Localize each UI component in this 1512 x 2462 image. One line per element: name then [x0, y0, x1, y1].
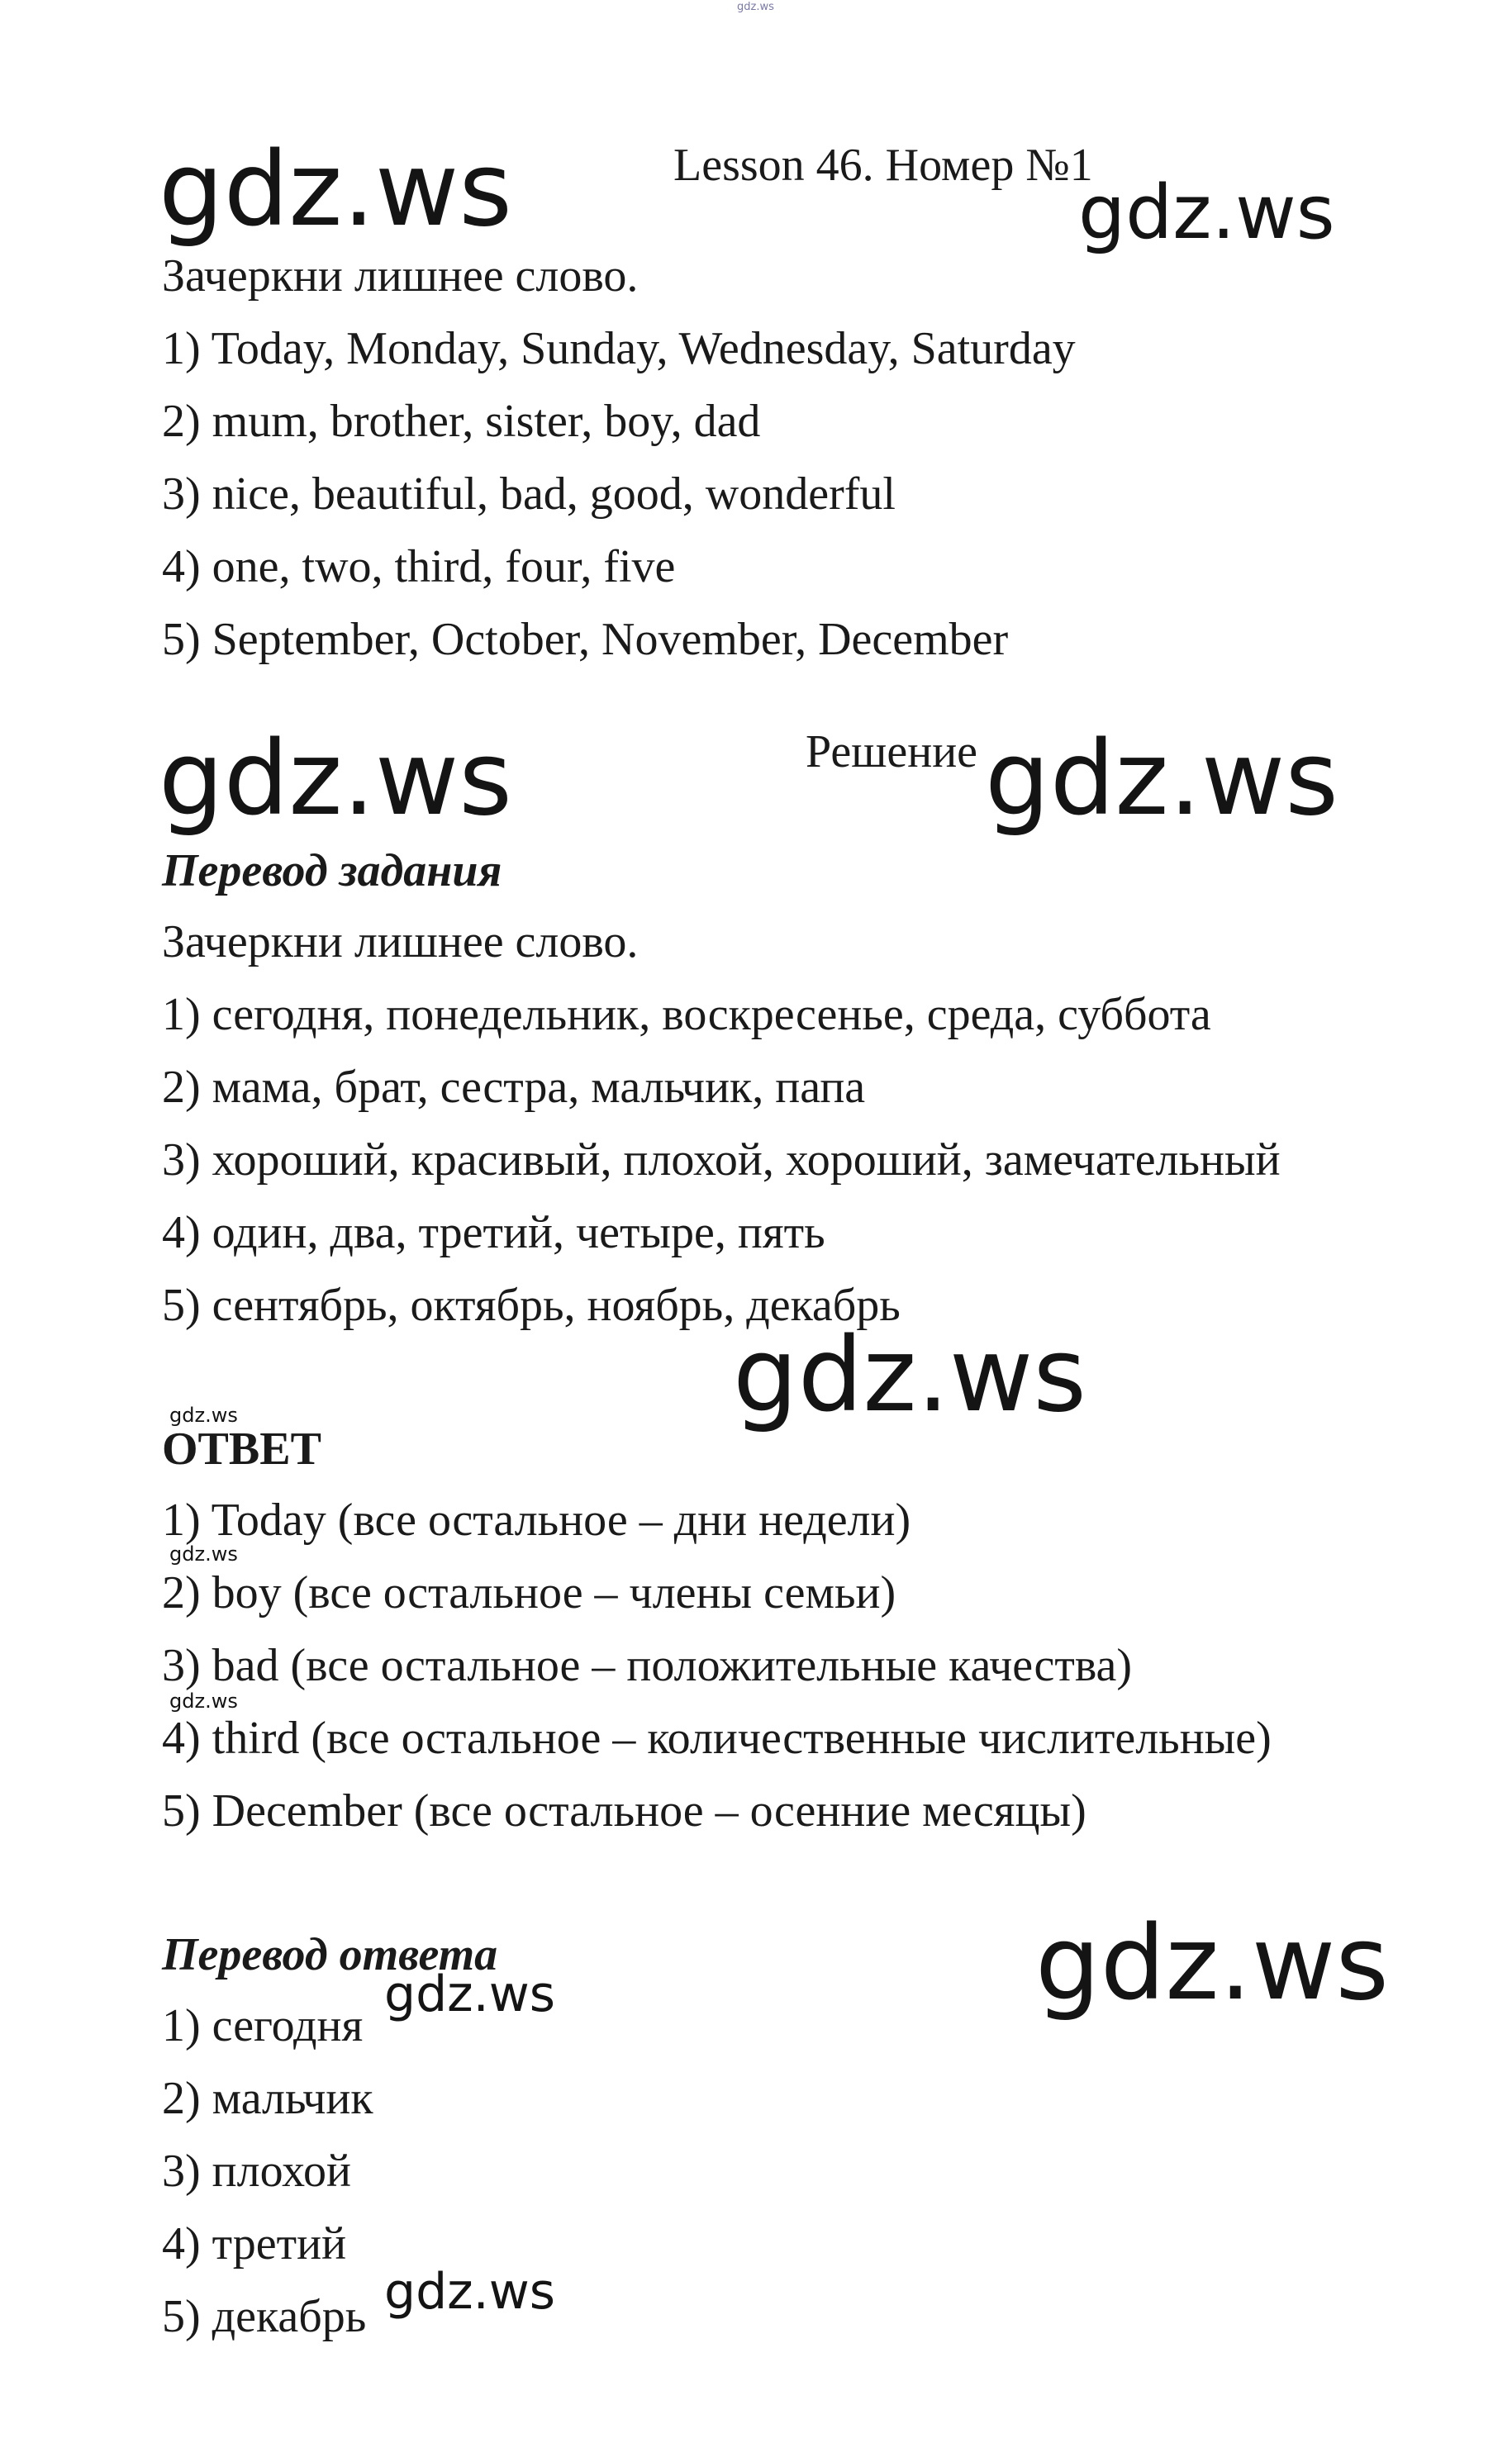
task-item-3: 3) nice, beautiful, bad, good, wonderful: [162, 468, 896, 520]
answer-item-1: 1) Today (все остальное – дни недели): [162, 1495, 911, 1546]
translation-item-2: 2) мама, брат, сестра, мальчик, папа: [162, 1062, 866, 1113]
watermark-small-3: gdz.ws: [169, 1690, 238, 1713]
translation-heading: Перевод задания: [162, 845, 502, 896]
answer-translation-item-5: 5) декабрь: [162, 2291, 367, 2342]
watermark-large-5: gdz.ws: [1035, 1904, 1389, 2023]
task-item-2: 2) mum, brother, sister, boy, dad: [162, 396, 761, 447]
watermark-large-4: gdz.ws: [733, 1316, 1086, 1435]
answer-translation-item-4: 4) третий: [162, 2218, 347, 2270]
translation-instruction: Зачеркни лишнее слово.: [162, 916, 639, 967]
translation-item-4: 4) один, два, третий, четыре, пять: [162, 1207, 825, 1258]
solution-heading: Решение: [806, 726, 978, 777]
answer-item-3: 3) bad (все остальное – положительные качества): [162, 1640, 1133, 1691]
watermark-large-3: gdz.ws: [985, 720, 1338, 839]
answer-translation-heading: Перевод ответа: [162, 1929, 498, 1980]
answer-item-4: 4) third (все остальное – количественные числительные): [162, 1713, 1272, 1764]
task-item-5: 5) September, October, November, December: [162, 614, 1009, 665]
translation-item-5: 5) сентябрь, октябрь, ноябрь, декабрь: [162, 1280, 901, 1331]
watermark-top: gdz.ws: [737, 1, 774, 13]
watermark-small-2: gdz.ws: [169, 1542, 238, 1566]
task-item-4: 4) one, two, third, four, five: [162, 541, 676, 592]
task-instruction: Зачеркни лишнее слово.: [162, 250, 639, 302]
watermark-large-2: gdz.ws: [159, 720, 512, 839]
answer-heading: ОТВЕТ: [162, 1423, 321, 1475]
answer-translation-item-1: 1) сегодня: [162, 2000, 364, 2051]
watermark-medium-3: gdz.ws: [384, 2263, 556, 2321]
watermark-large-1: gdz.ws: [159, 131, 512, 250]
answer-translation-item-2: 2) мальчик: [162, 2073, 373, 2124]
watermark-medium-1: gdz.ws: [1078, 169, 1335, 256]
answer-translation-item-3: 3) плохой: [162, 2146, 352, 2197]
watermark-small-1: gdz.ws: [169, 1404, 238, 1427]
translation-item-3: 3) хороший, красивый, плохой, хороший, замечательный: [162, 1134, 1281, 1186]
lesson-title: Lesson 46. Номер №1: [673, 140, 1093, 191]
answer-item-5: 5) December (все остальное – осенние месяцы): [162, 1785, 1086, 1837]
answer-item-2: 2) boy (все остальное – члены семьи): [162, 1567, 896, 1618]
watermark-medium-2: gdz.ws: [384, 1965, 556, 2023]
task-item-1: 1) Today, Monday, Sunday, Wednesday, Saturday: [162, 323, 1076, 374]
translation-item-1: 1) сегодня, понедельник, воскресенье, среда, суббота: [162, 989, 1211, 1040]
